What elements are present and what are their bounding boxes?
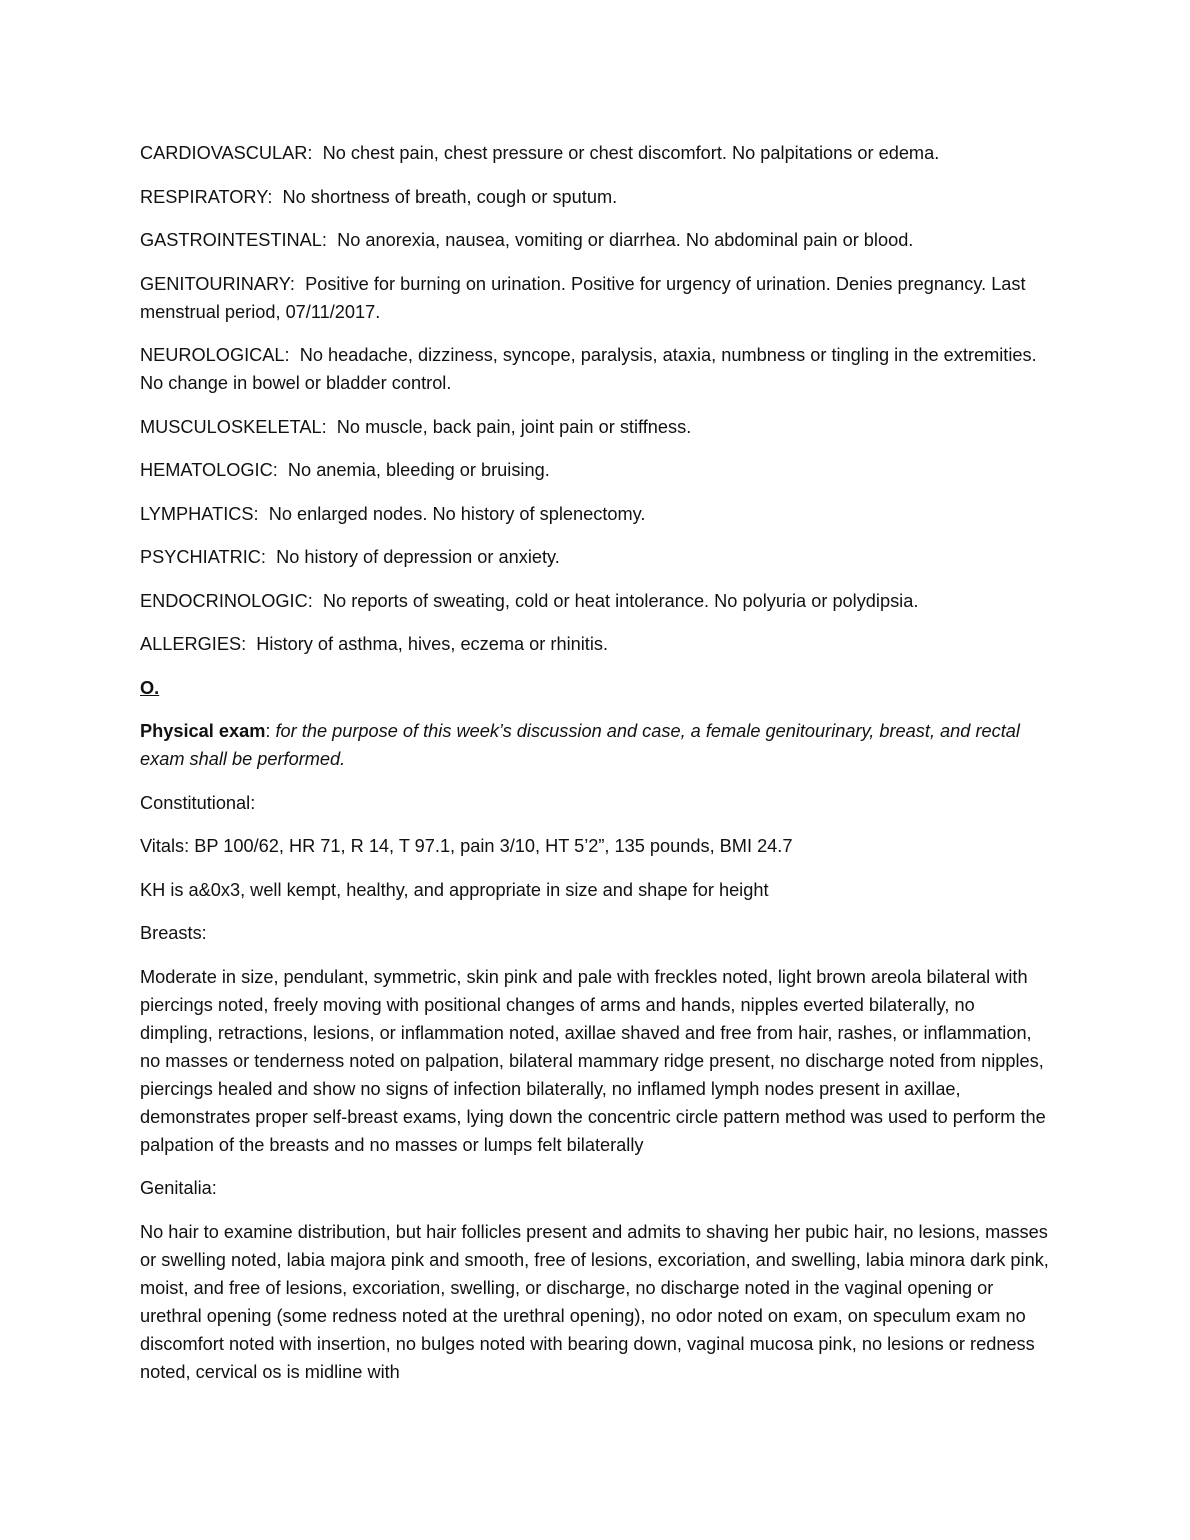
- ros-text: No muscle, back pain, joint pain or stiffness.: [336, 416, 692, 437]
- physical-exam-colon: :: [265, 721, 276, 741]
- ros-label: CARDIOVASCULAR:: [140, 143, 313, 163]
- ros-genitourinary: [140, 270, 1050, 326]
- ros-text: No shortness of breath, cough or sputum.: [282, 186, 618, 207]
- ros-label: RESPIRATORY:: [140, 186, 273, 207]
- ros-endocrinologic: [140, 587, 1050, 615]
- ros-hematologic: [140, 456, 1050, 484]
- ros-text: No history of depression or anxiety.: [276, 547, 560, 567]
- ros-label: ENDOCRINOLOGIC:: [140, 590, 313, 611]
- ros-text: No anemia, bleeding or bruising.: [287, 460, 550, 480]
- vitals-line: Vitals: BP 100/62, HR 71, R 14, T 97.1, pain 3/10, HT 5’2”, 135 pounds, BMI 24.7: [140, 836, 793, 856]
- genitalia-heading: Genitalia:: [140, 1178, 217, 1198]
- general-appearance: KH is a&0x3, well kempt, healthy, and appropriate in size and shape for height: [140, 879, 769, 900]
- ros-label: MUSCULOSKELETAL:: [140, 416, 327, 437]
- ros-label: GASTROINTESTINAL:: [140, 230, 327, 250]
- ros-cardiovascular: [140, 139, 1050, 167]
- ros-psychiatric: [140, 543, 1050, 571]
- ros-label: NEUROLOGICAL:: [140, 345, 290, 365]
- ros-neurological: [140, 341, 1050, 397]
- ros-text: No chest pain, chest pressure or chest discomfort. No palpitations or edema.: [322, 143, 940, 163]
- document-page: [140, 139, 1050, 1401]
- section-heading: O.: [140, 677, 160, 698]
- ros-label: HEMATOLOGIC:: [140, 460, 278, 480]
- ros-gastrointestinal: [140, 226, 1050, 254]
- ros-label: PSYCHIATRIC:: [140, 547, 266, 567]
- ros-text: No anorexia, nausea, vomiting or diarrhea. No abdominal pain or blood.: [337, 230, 914, 250]
- physical-exam-paragraph: [140, 717, 1050, 773]
- physical-exam-label: Physical exam: [140, 721, 266, 741]
- constitutional-heading: Constitutional:: [140, 792, 256, 813]
- ros-label: LYMPHATICS:: [140, 503, 259, 524]
- ros-text: No enlarged nodes. No history of splenectomy.: [268, 503, 646, 524]
- ros-text: No reports of sweating, cold or heat intolerance. No polyuria or polydipsia.: [322, 590, 919, 611]
- ros-text: No headache, dizziness, syncope, paralysis, ataxia, numbness or tingling in the extremities. No change in bowel or bladder control.: [140, 345, 1037, 393]
- ros-allergies: [140, 630, 1050, 658]
- ros-label: ALLERGIES:: [140, 634, 247, 654]
- genitalia-findings: No hair to examine distribution, but hair follicles present and admits to shaving her pubic hair, no lesions, masses or swelling noted, labia majora pink and smooth, free of lesions, excoriation, and swelling, labia minora dark pink, moist, and free of lesions, excoriation, swelling, or discharge, no discharge noted in the vaginal opening or urethral opening (some redness noted at the urethral opening), no odor noted on exam, on speculum exam no discomfort noted with insertion, no bulges noted with bearing down, vaginal mucosa pink, no lesions or redness noted, cervical os is midline with: [140, 1221, 1049, 1382]
- breasts-heading: Breasts:: [140, 923, 207, 943]
- physical-exam-text: for the purpose of this week’s discussion and case, a female genitourinary, breast, and rectal exam shall be performed.: [140, 721, 1020, 769]
- ros-text: Positive for burning on urination. Positive for urgency of urination. Denies pregnancy. Last menstrual period, 07/11/2017.: [140, 273, 1026, 322]
- ros-lymphatics: [140, 500, 1050, 528]
- ros-text: History of asthma, hives, eczema or rhinitis.: [256, 634, 609, 654]
- ros-label: GENITOURINARY:: [140, 273, 295, 294]
- ros-respiratory: [140, 183, 1050, 211]
- objective-heading: [140, 674, 1050, 702]
- breasts-findings: Moderate in size, pendulant, symmetric, skin pink and pale with freckles noted, light brown areola bilateral with piercings noted, freely moving with positional changes of arms and hands, nipples everted bilaterally, no dimpling, retractions, lesions, or inflammation noted, axillae shaved and free from hair, rashes, or inflammation, no masses or tenderness noted on palpation, bilateral mammary ridge present, no discharge noted from nipples, piercings healed and show no signs of infection bilaterally, no inflamed lymph nodes present in axillae, demonstrates proper self-breast exams, lying down the concentric circle pattern method was used to perform the palpation of the breasts and no masses or lumps felt bilaterally: [140, 966, 1046, 1155]
- ros-musculoskeletal: [140, 413, 1050, 441]
